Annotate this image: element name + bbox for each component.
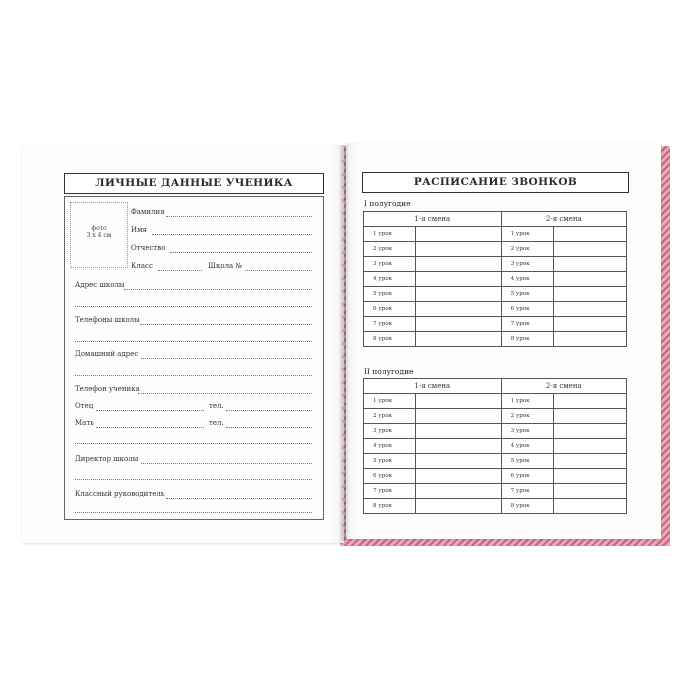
name-line[interactable]	[152, 234, 312, 235]
bell-time-cell[interactable]	[416, 227, 501, 242]
lesson-number-cell: 7 урок	[364, 484, 416, 499]
student-phone-label: Телефон ученика	[75, 385, 140, 393]
school-phones-line-2[interactable]	[75, 341, 312, 342]
mother-extra-line[interactable]	[75, 443, 312, 444]
table-row	[364, 409, 627, 424]
school-phones-line-1[interactable]	[140, 324, 312, 325]
lesson-number-cell: 6 урок	[364, 469, 416, 484]
bell-time-cell[interactable]	[553, 394, 626, 409]
bell-time-cell[interactable]	[416, 454, 501, 469]
director-line-2[interactable]	[75, 479, 312, 480]
bell-time-cell[interactable]	[416, 287, 501, 302]
surname-label: Фамилия	[131, 208, 165, 216]
bell-time-cell[interactable]	[553, 272, 626, 287]
shift-2-header: 2-я смена	[501, 212, 626, 227]
lesson-number-cell: 4 урок	[364, 272, 416, 287]
name-label: Имя	[131, 226, 147, 234]
school-phones-label: Телефоны школы	[75, 316, 140, 324]
lesson-number-cell: 3 урок	[501, 424, 553, 439]
lesson-number-cell: 3 урок	[364, 424, 416, 439]
bell-time-cell[interactable]	[553, 454, 626, 469]
lesson-number-cell: 4 урок	[364, 439, 416, 454]
class-label: Класс	[131, 262, 153, 270]
surname-line[interactable]	[166, 216, 312, 217]
photo-size-label: 3 х 4 см	[86, 232, 112, 239]
lesson-number-cell: 6 урок	[364, 302, 416, 317]
table-row	[364, 272, 627, 287]
table-row	[364, 302, 627, 317]
lesson-number-cell: 7 урок	[364, 317, 416, 332]
first-half-label: I полугодие	[364, 199, 411, 208]
patronymic-line[interactable]	[170, 252, 312, 253]
lesson-number-cell: 7 урок	[501, 317, 553, 332]
bell-time-cell[interactable]	[553, 439, 626, 454]
bell-time-cell[interactable]	[553, 332, 626, 347]
left-page-title: ЛИЧНЫЕ ДАННЫЕ УЧЕНИКА	[64, 173, 324, 194]
home-address-line-1[interactable]	[141, 358, 312, 359]
father-phone-label: тел.	[209, 402, 224, 410]
bell-schedule-second-half	[363, 378, 627, 514]
lesson-number-cell: 8 урок	[501, 332, 553, 347]
bell-time-cell[interactable]	[416, 484, 501, 499]
class-teacher-label: Классный руководитель	[75, 490, 165, 498]
mother-phone-label: тел.	[209, 419, 224, 427]
bell-time-cell[interactable]	[416, 469, 501, 484]
lesson-number-cell: 3 урок	[364, 257, 416, 272]
mother-line[interactable]	[96, 427, 204, 428]
shift-1-header: 1-я смена	[364, 379, 502, 394]
father-label: Отец	[75, 402, 94, 410]
lesson-number-cell: 3 урок	[501, 257, 553, 272]
bell-time-cell[interactable]	[416, 317, 501, 332]
class-teacher-line-2[interactable]	[75, 512, 312, 513]
bell-time-cell[interactable]	[416, 257, 501, 272]
table-row	[364, 424, 627, 439]
bell-time-cell[interactable]	[553, 287, 626, 302]
table-row	[364, 394, 627, 409]
lesson-number-cell: 2 урок	[364, 242, 416, 257]
bell-time-cell[interactable]	[553, 409, 626, 424]
bell-time-cell[interactable]	[416, 332, 501, 347]
lesson-number-cell: 8 урок	[364, 499, 416, 514]
home-address-line-2[interactable]	[75, 375, 312, 376]
lesson-number-cell: 1 урок	[364, 394, 416, 409]
table-row	[364, 469, 627, 484]
bell-time-cell[interactable]	[416, 499, 501, 514]
bell-time-cell[interactable]	[416, 424, 501, 439]
director-label: Директор школы	[75, 455, 139, 463]
second-half-label: II полугодие	[364, 367, 414, 376]
table-row	[364, 287, 627, 302]
lesson-number-cell: 8 урок	[364, 332, 416, 347]
bell-time-cell[interactable]	[553, 424, 626, 439]
bell-time-cell[interactable]	[416, 439, 501, 454]
bell-schedule-first-half	[363, 211, 627, 347]
table-header-row	[364, 379, 627, 394]
bell-time-cell[interactable]	[416, 302, 501, 317]
patronymic-label: Отчество	[131, 244, 166, 252]
shift-2-header: 2-я смена	[501, 379, 626, 394]
bell-time-cell[interactable]	[553, 302, 626, 317]
table-row	[364, 439, 627, 454]
school-number-label: Школа №	[208, 262, 243, 270]
lesson-number-cell: 8 урок	[501, 499, 553, 514]
lesson-number-cell: 2 урок	[501, 409, 553, 424]
bell-time-cell[interactable]	[416, 394, 501, 409]
bell-time-cell[interactable]	[553, 499, 626, 514]
lesson-number-cell: 6 урок	[501, 302, 553, 317]
table-row	[364, 242, 627, 257]
photo-placeholder	[70, 202, 128, 268]
spine-stitching	[342, 160, 344, 530]
director-line-1[interactable]	[141, 463, 312, 464]
father-line[interactable]	[96, 410, 204, 411]
lesson-number-cell: 4 урок	[501, 272, 553, 287]
right-page-title: РАСПИСАНИЕ ЗВОНКОВ	[362, 172, 629, 193]
table-row	[364, 484, 627, 499]
home-address-label: Домашний адрес	[75, 350, 139, 358]
mother-label: Мать	[75, 419, 95, 427]
bell-time-cell[interactable]	[553, 317, 626, 332]
table-row	[364, 499, 627, 514]
table-row	[364, 227, 627, 242]
bell-time-cell[interactable]	[553, 484, 626, 499]
lesson-number-cell: 5 урок	[501, 287, 553, 302]
lesson-number-cell: 5 урок	[501, 454, 553, 469]
table-row	[364, 332, 627, 347]
school-address-label: Адрес школы	[75, 281, 125, 289]
lesson-number-cell: 2 урок	[364, 409, 416, 424]
lesson-number-cell: 5 урок	[364, 287, 416, 302]
bell-time-cell[interactable]	[416, 242, 501, 257]
school-number-line[interactable]	[245, 270, 312, 271]
lesson-number-cell: 5 урок	[364, 454, 416, 469]
class-teacher-line-1[interactable]	[166, 498, 312, 499]
mother-phone-line[interactable]	[226, 427, 312, 428]
lesson-number-cell: 7 урок	[501, 484, 553, 499]
bell-time-cell[interactable]	[553, 227, 626, 242]
class-line[interactable]	[158, 270, 202, 271]
table-header-row	[364, 212, 627, 227]
lesson-number-cell: 1 урок	[501, 227, 553, 242]
bell-time-cell[interactable]	[553, 257, 626, 272]
lesson-number-cell: 1 урок	[364, 227, 416, 242]
lesson-number-cell: 4 урок	[501, 439, 553, 454]
photo-label: фото	[91, 225, 107, 232]
lesson-number-cell: 6 урок	[501, 469, 553, 484]
table-row	[364, 317, 627, 332]
lesson-number-cell: 1 урок	[501, 394, 553, 409]
student-phone-line[interactable]	[138, 393, 312, 394]
bell-time-cell[interactable]	[553, 242, 626, 257]
lesson-number-cell: 2 урок	[501, 242, 553, 257]
shift-1-header: 1-я смена	[364, 212, 502, 227]
school-address-line-2[interactable]	[75, 306, 312, 307]
table-row	[364, 454, 627, 469]
father-phone-line[interactable]	[226, 410, 312, 411]
school-address-line-1[interactable]	[124, 289, 312, 290]
bell-time-cell[interactable]	[553, 469, 626, 484]
table-row	[364, 257, 627, 272]
bell-time-cell[interactable]	[416, 409, 501, 424]
bell-time-cell[interactable]	[416, 272, 501, 287]
